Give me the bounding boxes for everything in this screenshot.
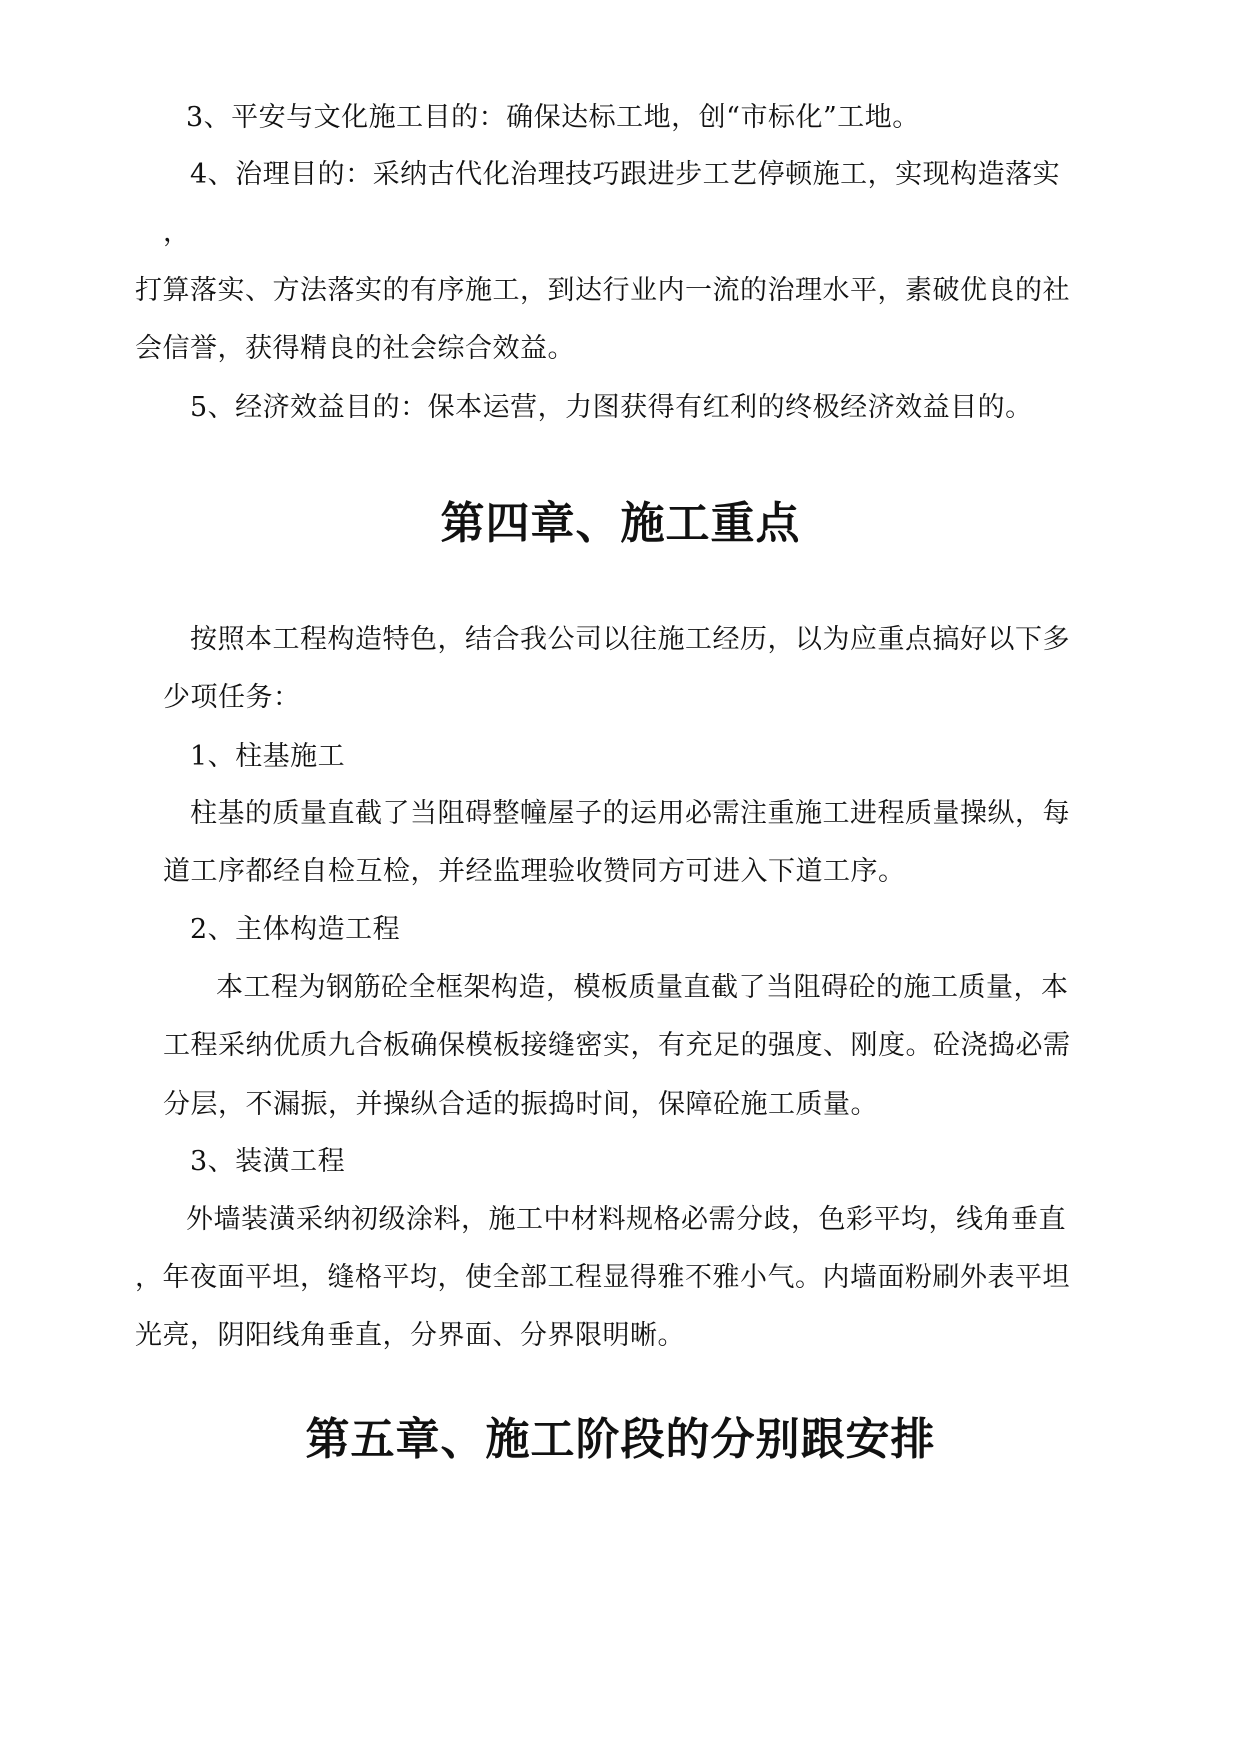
safety-goal-line: 3、平安与文化施工目的：确保达标工地，创“市标化”工地。 (186, 102, 920, 133)
item-2-title: 2、主体构造工程 (190, 914, 401, 945)
management-goal-line-3: 打算落实、方法落实的有序施工，到达行业内一流的治理水平，素破优良的社 (135, 275, 1070, 306)
item-2-line-1: 本工程为钢筋砼全框架构造，模板质量直截了当阻碍砼的施工质量，本 (216, 972, 1069, 1003)
management-goal-line-1: 4、治理目的：采纳古代化治理技巧跟进步工艺停顿施工，实现构造落实 (190, 159, 1061, 190)
item-1-line-2: 道工序都经自检互检，并经监理验收赞同方可进入下道工序。 (163, 856, 906, 887)
chapter-5-heading: 第五章、施工阶段的分别跟安排 (305, 1414, 936, 1465)
item-2-line-3: 分层，不漏振，并操纵合适的振捣时间，保障砼施工质量。 (163, 1089, 878, 1120)
item-3-line-3: 光亮，阴阳线角垂直，分界面、分界限明晰。 (135, 1320, 685, 1351)
item-2-line-2: 工程采纳优质九合板确保模板接缝密实，有充足的强度、刚度。砼浇捣必需 (163, 1030, 1071, 1061)
chapter-4-intro-line-2: 少项任务： (163, 682, 301, 713)
management-goal-line-4: 会信誉，获得精良的社会综合效益。 (135, 333, 575, 364)
chapter-4-intro-line-1: 按照本工程构造特色，结合我公司以往施工经历，以为应重点搞好以下多 (190, 624, 1070, 655)
item-1-title: 1、柱基施工 (190, 741, 346, 772)
item-1-line-1: 柱基的质量直截了当阻碍整幢屋子的运用必需注重施工进程质量操纵，每 (190, 798, 1070, 829)
item-3-line-2: ，年夜面平坦，缝格平均，使全部工程显得雅不雅小气。内墙面粉刷外表平坦 (135, 1262, 1070, 1293)
item-3-title: 3、装潢工程 (190, 1146, 346, 1177)
item-3-line-1: 外墙装潢采纳初级涂料，施工中材料规格必需分歧，色彩平均，线角垂直 (186, 1204, 1066, 1235)
economic-goal-line: 5、经济效益目的：保本运营，力图获得有红利的终极经济效益目的。 (190, 392, 1033, 423)
chapter-4-heading: 第四章、施工重点 (440, 498, 801, 549)
management-goal-line-2: ， (163, 217, 191, 248)
